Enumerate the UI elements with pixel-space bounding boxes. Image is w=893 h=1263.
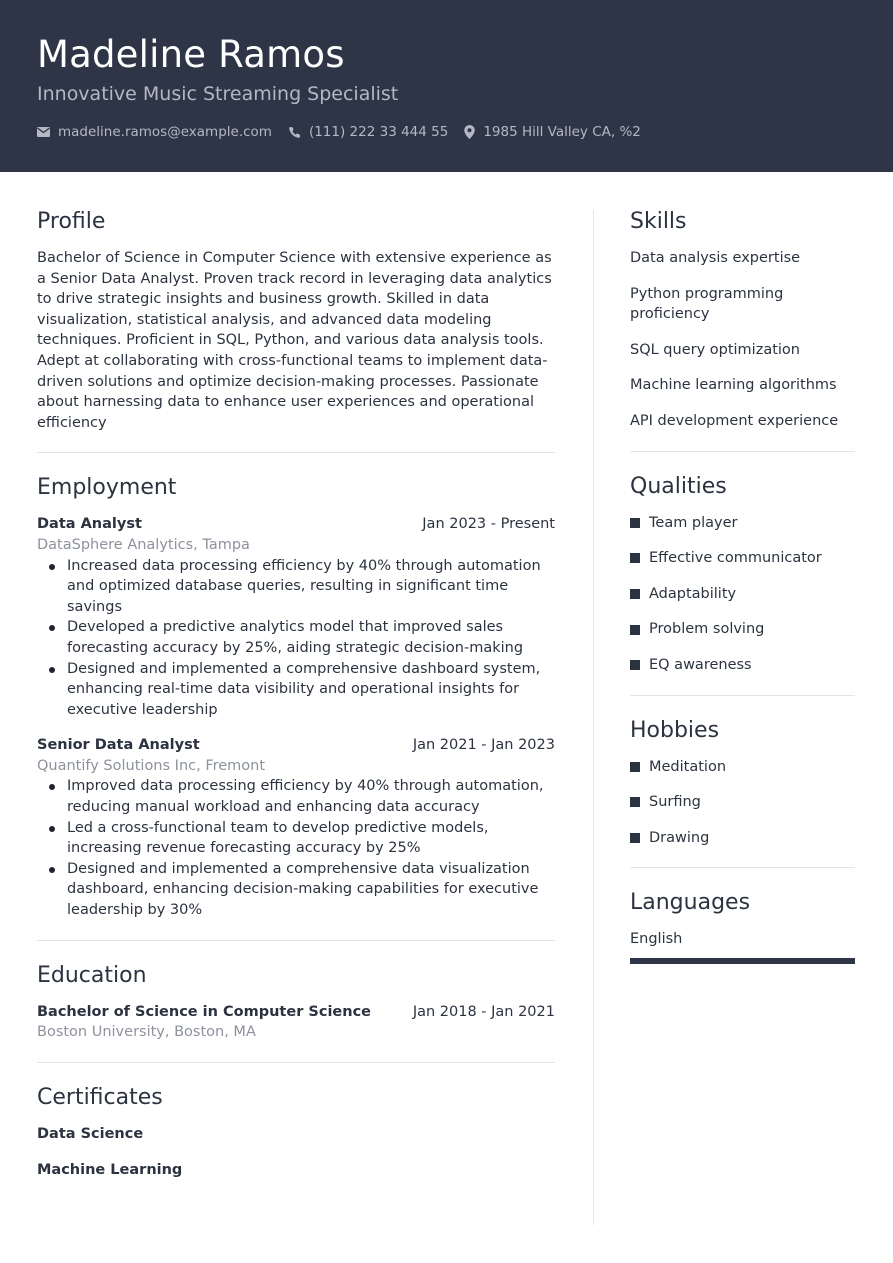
square-bullet-icon: [630, 625, 640, 635]
sidebar-column: [630, 208, 855, 964]
skill-item: Data analysis expertise: [630, 250, 801, 266]
section-divider: [630, 867, 855, 868]
square-bullet-icon: [630, 797, 640, 807]
education-heading: Education: [37, 962, 147, 988]
certificate-item: Data Science: [37, 1125, 144, 1142]
skill-item: API development experience: [630, 412, 839, 429]
phone-icon: [288, 126, 301, 139]
hobby-item: [630, 792, 855, 813]
job-bullets: [37, 556, 555, 721]
main-column: [37, 208, 555, 1180]
map-pin-icon: [464, 125, 475, 139]
job-dates: Jan 2023 - Present: [422, 516, 555, 533]
candidate-title: Innovative Music Streaming Specialist: [37, 83, 399, 105]
section-divider: [37, 940, 555, 941]
certificates-heading: Certificates: [37, 1084, 163, 1110]
job-bullets: [37, 776, 555, 920]
quality-label: Problem solving: [649, 621, 765, 638]
section-divider: [37, 452, 555, 453]
skills-section: [630, 208, 855, 432]
language-name: English: [630, 931, 683, 948]
resume-header: [0, 0, 893, 172]
education-dates: Jan 2018 - Jan 2021: [412, 1003, 555, 1020]
language-level-bar: [630, 958, 855, 964]
education-section: [37, 962, 555, 1043]
quality-label: Team player: [649, 514, 738, 531]
job-bullet: Designed and implemented a comprehensive dashboard system, enhancing real-time data visibility and operational insights for executive leadership: [37, 659, 555, 721]
job-bullet: Developed a predictive analytics model that improved sales forecasting accuracy by 25%, aiding strategic decision-making: [37, 617, 555, 658]
quality-item: [630, 655, 855, 676]
job-company: DataSphere Analytics, Tampa: [37, 536, 250, 553]
job-entry: [37, 735, 555, 920]
job-bullet: Increased data processing efficiency by 40% through automation and optimized database queries, resulting in significant time savings: [37, 556, 555, 618]
address-text: 1985 Hill Valley CA, %2: [483, 124, 641, 140]
profile-section: [37, 208, 555, 433]
certificate-item: Machine Learning: [37, 1161, 183, 1178]
contact-address: [464, 124, 641, 140]
phone-text: (111) 222 33 444 55: [308, 124, 449, 140]
profile-heading: Profile: [37, 209, 106, 234]
square-bullet-icon: [630, 762, 640, 772]
hobbies-heading: Hobbies: [630, 717, 720, 743]
languages-heading: Languages: [630, 890, 751, 916]
hobbies-section: [630, 717, 855, 849]
job-title: Data Analyst: [37, 516, 142, 533]
job-entry: [37, 514, 555, 720]
certificates-section: [37, 1084, 555, 1180]
job-bullet: Designed and implemented a comprehensive data visualization dashboard, enhancing decision-making capabilities for executive leadership by 30%: [37, 859, 555, 921]
contact-info: [37, 124, 657, 140]
section-divider: [37, 1062, 555, 1063]
hobby-label: Drawing: [649, 829, 710, 846]
skills-heading: Skills: [630, 209, 687, 234]
job-title: Senior Data Analyst: [37, 737, 200, 754]
job-company: Quantify Solutions Inc, Fremont: [37, 757, 266, 774]
section-divider: [630, 451, 855, 452]
square-bullet-icon: [630, 553, 640, 563]
hobby-item: [630, 828, 855, 849]
quality-label: Effective communicator: [649, 550, 822, 567]
job-dates: Jan 2021 - Jan 2023: [412, 737, 555, 754]
qualities-heading: Qualities: [630, 473, 727, 499]
square-bullet-icon: [630, 833, 640, 843]
contact-email[interactable]: [37, 124, 272, 140]
skill-item: Machine learning algorithms: [630, 377, 837, 394]
hobby-item: [630, 757, 855, 778]
envelope-icon: [37, 127, 50, 137]
email-text: madeline.ramos@example.com: [58, 124, 272, 140]
quality-item: [630, 548, 855, 569]
employment-heading: Employment: [37, 475, 177, 501]
quality-item: [630, 619, 855, 640]
column-divider: [593, 210, 594, 1225]
skill-item: SQL query optimization: [630, 341, 800, 358]
square-bullet-icon: [630, 589, 640, 599]
square-bullet-icon: [630, 518, 640, 528]
quality-item: [630, 584, 855, 605]
quality-label: Adaptability: [649, 585, 737, 602]
qualities-section: [630, 473, 855, 676]
hobby-label: Meditation: [649, 758, 727, 775]
languages-section: [630, 889, 855, 964]
profile-text: Bachelor of Science in Computer Science with extensive experience as a Senior Data Analyst. Proven track record in leveraging data analytics to drive strategic insights and business growth. Skilled in data visualization, statistical analysis, and advanced data modeling techniques. Proficient in SQL, Python, and various data analysis tools. Adept at collaborating with cross-functional teams to implement data-driven solutions and optimize decision-making processes. Passionate about harnessing data to enhance user experiences and operational efficiency: [37, 250, 552, 431]
quality-item: [630, 513, 855, 534]
hobby-label: Surfing: [649, 794, 701, 811]
contact-phone[interactable]: [288, 124, 448, 140]
job-bullet: Led a cross-functional team to develop predictive models, increasing revenue forecasting accuracy by 25%: [37, 818, 555, 859]
employment-section: [37, 474, 555, 920]
square-bullet-icon: [630, 660, 640, 670]
school-name: Boston University, Boston, MA: [37, 1024, 256, 1041]
degree-title: Bachelor of Science in Computer Science: [37, 1003, 371, 1020]
quality-label: EQ awareness: [649, 656, 752, 673]
job-bullet: Improved data processing efficiency by 40% through automation, reducing manual workload and enhancing data accuracy: [37, 776, 555, 817]
skill-item: Python programming proficiency: [630, 285, 784, 323]
candidate-name: Madeline Ramos: [37, 33, 345, 76]
section-divider: [630, 695, 855, 696]
